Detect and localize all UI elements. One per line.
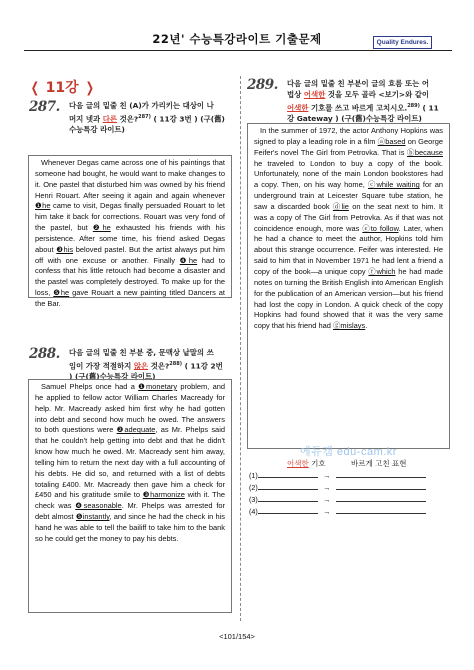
arrow-icon: → xyxy=(323,483,331,492)
answer-header-correction: 바르게 고친 표현 xyxy=(351,459,407,468)
correction-blank-1[interactable] xyxy=(336,470,426,478)
passage-288 xyxy=(28,379,232,613)
arrow-icon: → xyxy=(323,507,331,516)
symbol-blank-3[interactable] xyxy=(258,494,318,502)
correction-blank-4[interactable] xyxy=(336,506,426,514)
question-number-288: 288. xyxy=(29,346,60,362)
arrow-icon: → xyxy=(323,471,331,480)
symbol-blank-2[interactable] xyxy=(258,482,318,490)
question-number-287: 287. xyxy=(29,99,60,115)
answer-row-2: (2) → xyxy=(249,482,426,492)
column-divider xyxy=(240,76,241,621)
passage-289-text: In the summer of 1972, the actor Anthony Hopkins was signed to play a leading role in a film ⓐbased on George Feifer's novel The Girl from Petrovka. That is ⓑbecause he traveled to London to buy a copy of the book. Unfortunately, none of the main London bookstores had a copy. Then, on his way home, ⓒwhile waiting for an underground train at Leicester Square tube station, he saw a discarded book ⓓlie on the seat next to him. It was a copy of The Girl from Petrovka. As if that was not coincidence enough, more was ⓔto follow. Later, when he had a chance to meet the author, Hopkins told him about this strange occurrence. Feifer was interested. He said to him that in November 1971 he had lent a friend a copy of the book—a unique copy ⓕwhich he had made notes on turning the British English into American English for the publication of an American version—but his friend had lost the copy in London. A quick check of the copy Hopkins had found showed that it was the very same copy that his friend had ⓖmislays. xyxy=(254,126,444,331)
symbol-blank-4[interactable] xyxy=(258,506,318,514)
page-number: <101/154> xyxy=(219,632,255,641)
quality-badge: Quality Endures. xyxy=(373,36,432,49)
watermark: 에듀캠 edu-cam.kr xyxy=(300,446,397,458)
question-prompt-287: 다음 글의 밑줄 친 (A)가 가리키는 대상이 나 머지 넷과 다른 것은?$^{287)}$ ( 11강 3번 ) (구(舊) 수능특강 라이트) xyxy=(69,101,225,135)
question-prompt-288: 다음 글의 밑줄 친 부분 중, 문맥상 낱말의 쓰 임이 가장 적절하지 않은 것은?$^{288)}$ ( 11강 2번 ) (구(舊)수능특강 라이트) xyxy=(69,348,223,382)
passage-288-text: Samuel Phelps once had a ❶monetary problem, and he applied to fellow actor William Charles Macready for help. Mr. Macready asked him first why he had gotten into debt and second how much he owed. The answers to both questions were ❷adequate, as Mr. Phelps said that he couldn't help getting into debt and that he didn't know how much he owed. Mr. Macready sent him away, telling him to return the next day with a full accounting of his debts. He did so, and returned with a list of debts totaling £400. Mr. Macready then gave him a check for £450 and his gratitude smile to ❸harmonize with it. The check was ❹seasonable. Mr. Phelps was arrested for debt almost ❺instantly, and since he had the check in his hand he was able to tell the bailiff to take him to the bank so he could get the money to pay his debts. xyxy=(35,382,225,543)
question-prompt-289: 다음 글의 밑줄 친 부분이 글의 흐름 또는 어 법상 어색한 것을 모두 골라 <보기>와 같이 어색한 기호를 쓰고 바르게 고치시오.$^{289)}$ ( 11 강 Gateway ) (구(舊)수능특강 라이트) xyxy=(287,79,439,124)
page-title: 22년' 수능특강라이트 기출문제 xyxy=(152,32,322,46)
passage-287-text: Whenever Degas came across one of his paintings that someone had bought, he would want to make changes to it. One pastel that disturbed him was owned by his friend Henri Rouart. After seeing it again and again whenever ❶he came to visit, Degas finally persuaded Rouart to let him take it back for corrections. Rouart was very fond of the pastel, but ❷he exhausted his friends with his persistence. After some time, his friend asked Degas about ❸his beloved pastel. But the artist always put him off with one excuse or another. Finally ❹he had to confess that his little retouch had become a disaster and the pastel was completely destroyed. To make up for the loss, ❺he gave Rouart a new painting titled Dancers at the Bar. xyxy=(35,158,226,308)
passage-287 xyxy=(28,155,232,308)
passage-289 xyxy=(247,123,450,449)
answer-row-1: (1) → xyxy=(249,470,426,480)
question-number-289: 289. xyxy=(247,77,278,93)
emphasis-awkward-2: 어색한 xyxy=(287,103,309,113)
header-divider xyxy=(24,50,452,51)
right-chevron-icon: ❯ xyxy=(85,80,94,96)
correction-blank-3[interactable] xyxy=(336,494,426,502)
correction-blank-2[interactable] xyxy=(336,482,426,490)
unit-label-text: 11강 xyxy=(45,80,79,96)
answer-row-3: (3) → xyxy=(249,494,426,504)
emphasis-different: 다른 xyxy=(102,114,117,124)
answer-header-symbol: 어색한 기호 xyxy=(287,459,326,468)
emphasis-awkward-1: 어색한 xyxy=(303,89,326,99)
unit-label xyxy=(29,77,121,99)
answer-row-4: (4) → xyxy=(249,506,426,516)
left-chevron-icon: ❮ xyxy=(30,80,39,96)
arrow-icon: → xyxy=(323,495,331,504)
emphasis-not: 않은 xyxy=(133,361,149,371)
symbol-blank-1[interactable] xyxy=(258,470,318,478)
